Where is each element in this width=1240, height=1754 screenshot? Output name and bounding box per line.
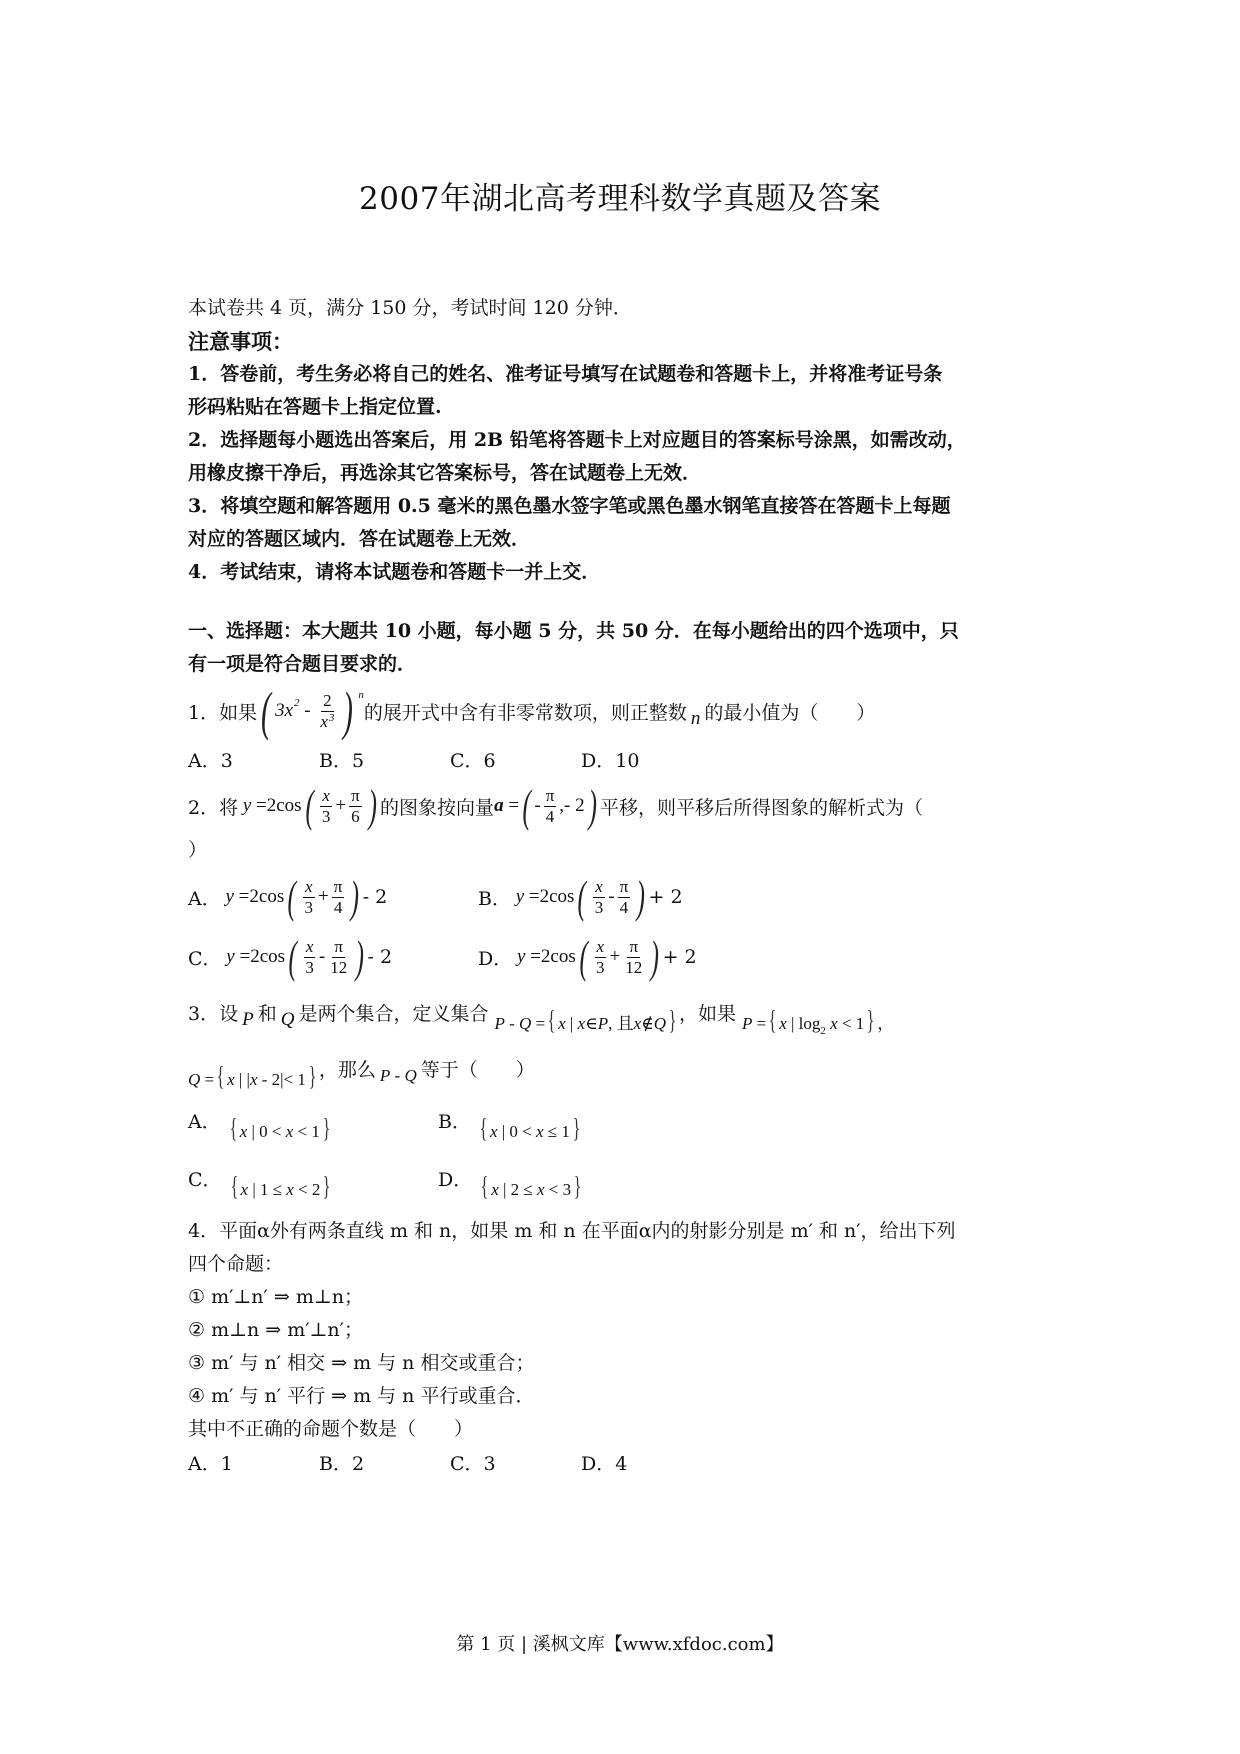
q3-set-p: P ={ x | $\log_2 x < 1$} ， (742, 1004, 895, 1037)
q1-prefix: 1．如果 (188, 701, 258, 724)
section-heading: 一、选择题：本大题共 10 小题，每小题 5 分，共 50 分．在每小题给出的四个选项中，只 (188, 620, 959, 642)
q2-options-row1 (188, 867, 1068, 927)
q2-function: y =2cos (238, 795, 302, 816)
option-d: D． y =2cos ( $\frac{x}{3}$ + $\frac{\pi}{12}$ ) + 2 (478, 931, 697, 982)
option-b: B． { x | 0 < x ≤ 1} (438, 1110, 581, 1143)
q4-options (188, 1446, 1068, 1479)
option-b: B．5 (319, 750, 365, 772)
q1-expression: ( $3x^2$ - $\frac{2}{x^3}$ ) n (261, 681, 364, 741)
q3-options-row1 (188, 1099, 1068, 1157)
notice-item: 2．选择题每小题选出答案后，用 2B 铅笔将答题卡上对应题目的答案标号涂黑，如需改动， (188, 429, 966, 451)
option-b: B． y =2cos ( $\frac{x}{3}$ - $\frac{\pi}{4}$ ) + 2 (478, 871, 683, 922)
q4-proposition: ③ m′ 与 n′ 相交 ⇒ m 与 n 相交或重合； (188, 1352, 535, 1374)
q4-proposition: ④ m′ 与 n′ 平行 ⇒ m 与 n 平行或重合． (188, 1385, 535, 1407)
option-c: C． y =2cos ( $\frac{x}{3}$ - $\frac{\pi}{12}$ ) - 2 (188, 931, 393, 982)
option-d: D．4 (581, 1453, 628, 1475)
q3-set-q: Q ={ x | |x - 2|< 1} (188, 1060, 317, 1091)
option-d: D． { x | 2 ≤ x < 3} (438, 1168, 582, 1201)
page-footer: 第 1 页 | 溪枫文库【www.xfdoc.com】 (456, 1634, 784, 1655)
q2-prefix: 2．将 (188, 796, 239, 819)
q2-suffix: 平移，则平移后所得图象的解析式为（ (599, 796, 923, 819)
notice-item: 3．将填空题和解答题用 0.5 毫米的黑色墨水签字笔或黑色墨水钢笔直接答在答题卡上每题 (188, 495, 951, 517)
q4-proposition: ② m⊥n ⇒ m′⊥n′； (188, 1319, 363, 1341)
section-heading: 有一项是符合题目要求的． (188, 653, 417, 675)
q1-var: n (690, 708, 701, 729)
q1-suffix: 的最小值为（ ） (704, 701, 876, 724)
notice-heading: 注意事项： (188, 329, 293, 354)
q3-options-row2 (188, 1157, 1068, 1215)
q1-options (188, 741, 1068, 778)
question-1 (188, 681, 1068, 741)
option-d: D．10 (581, 750, 640, 772)
notice-item: 4．考试结束，请将本试题卷和答题卡一并上交． (188, 561, 601, 583)
q2-close: ） (188, 839, 208, 861)
question-3: 3．设 P 和 Q 是两个集合，定义集合 P - Q ={ x | x∈P, 且x∉Q} ，如果 P ={ x | $\log_2 x < 1$} ， (188, 1002, 895, 1037)
option-c: C． { x | 1 ≤ x < 2} (188, 1168, 331, 1201)
intro-text: 本试卷共 4 页，满分 150 分，考试时间 120 分钟． (188, 297, 632, 319)
q2-vector: a = (494, 795, 520, 816)
q2-options-row2 (188, 927, 1068, 987)
option-a: A．3 (188, 750, 233, 772)
question-4-cont: 四个命题： (188, 1253, 284, 1275)
notice-item: 对应的答题区域内．答在试题卷上无效． (188, 528, 531, 550)
option-c: C．6 (450, 750, 496, 772)
option-a: A． { x | 0 < x < 1} (188, 1110, 331, 1143)
document-body (188, 292, 1068, 1479)
q4-proposition: ① m′⊥n′ ⇒ m⊥n； (188, 1286, 363, 1308)
option-a: A．1 (188, 1453, 233, 1475)
option-b: B．2 (319, 1453, 365, 1475)
question-2: 2．将 y =2cos ( $\frac{x}{3}$ + $\frac{\pi}{6}$ ) 的图象按向量 a = ( - $\frac{\pi}{4}$ ,- 2 ) 平移，则平移后所得图象的解析式为（ (188, 780, 923, 831)
question-3-cont: Q ={ x | |x - 2|< 1} ，那么 P - Q 等于（ ） (188, 1058, 535, 1091)
q1-text: 的展开式中含有非零常数项，则正整数 (363, 701, 687, 724)
q2-mid: 的图象按向量 (380, 796, 495, 819)
notice-item: 形码粘贴在答题卡上指定位置. (188, 396, 442, 418)
q4-ask: 其中不正确的命题个数是（ ） (188, 1418, 474, 1440)
notice-item: 用橡皮擦干净后，再选涂其它答案标号，答在试题卷上无效． (188, 462, 702, 484)
notice-item: 1．答卷前，考生务必将自己的姓名、准考证号填写在试题卷和答题卡上，并将准考证号条 (188, 363, 943, 385)
page-title: 2007年湖北高考理科数学真题及答案 (359, 181, 881, 217)
option-c: C．3 (450, 1453, 496, 1475)
q3-definition: P - Q ={ x | x∈P, 且x∉Q} (494, 1004, 677, 1035)
question-4: 4．平面α外有两条直线 m 和 n，如果 m 和 n 在平面α内的射影分别是 m′ 和 n′，给出下列 (188, 1220, 956, 1242)
option-a: A． y =2cos ( $\frac{x}{3}$ + $\frac{\pi}{4}$ ) - 2 (188, 871, 388, 922)
